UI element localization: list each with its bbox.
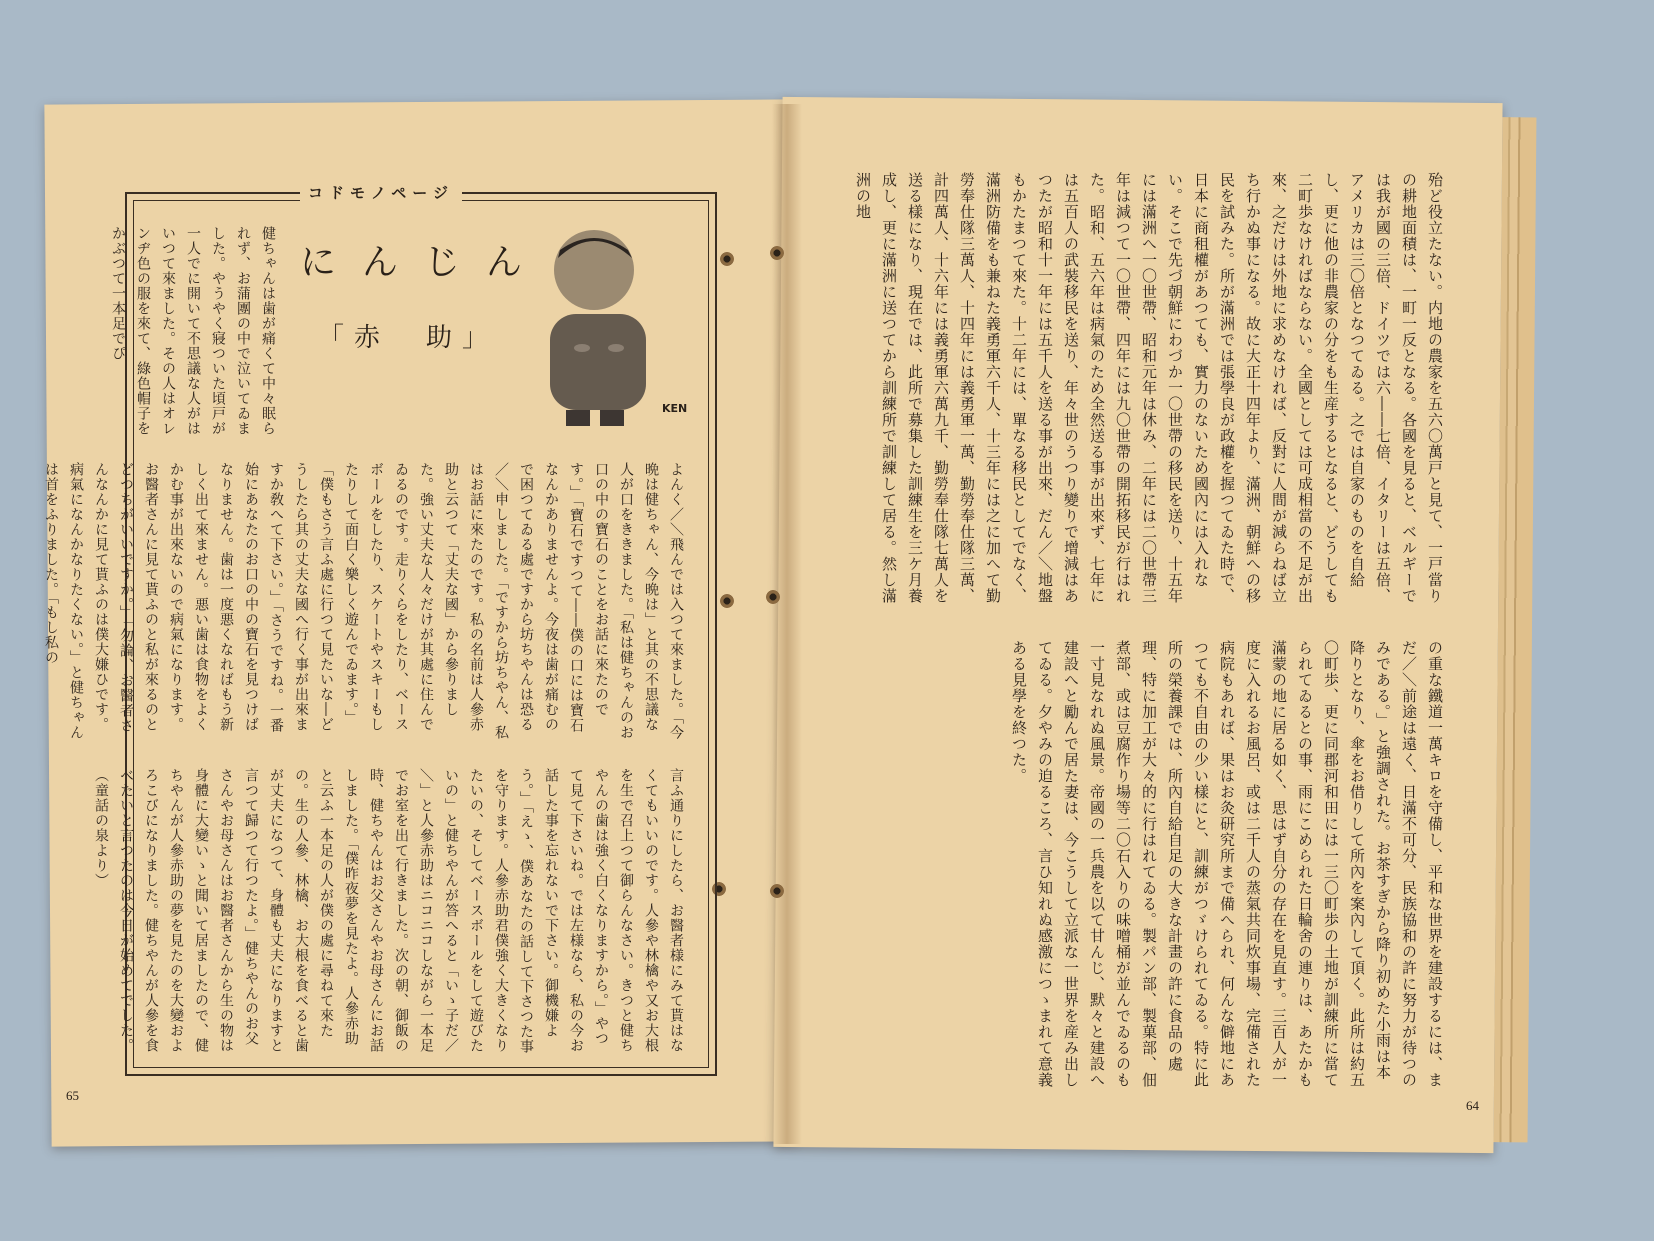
story-column-1: 健ちゃんは歯が痛くて中々眠られず、お蒲團の中で泣いてゐました。やうやく寢ついた頃戸が一人でに開いて不思議な人がはいつて來ました。その人はオレンヂ色の服を來て、綠色帽子をかぶつて一本足でぴ [110,226,276,436]
page-number-right: 64 [1466,1098,1479,1113]
section-header: コドモノページ [300,182,462,203]
binding-hole [770,246,784,260]
article-upper-block: 殆ど役立たない。内地の農家を五六〇萬戸と見て、一戸當りの耕地面積は、一町一反となる。各國を見ると、ベルギーでは我が國の三倍、ドイツでは六――七倍、イタリーは五倍、アメリカは三〇倍となつてゐる。之では自家のものを自給し、更に他の非農家の分をも生産するとなると、どうしても二町歩なければならない。全國としては可成相當の不足が出來、之だけは外地に求めなければ、反對に人間が減らねば立ち行かぬ事になる。故に大正十四年より、滿洲、朝鮮への移民を試みた。所が滿洲では張學良が政權を握つてゐた時で、日本に商租權があつても、實力のないため國內には入れない。そこで先づ朝鮮にわづか一〇世帶の移民を送り、十五年には滿洲へ一〇世帶、昭和元年は休み、二年には二〇世帶三年は減つて一〇世帶、四年には九〇世帶の開拓移民が行はれた。昭和、五六年は病氣のため全然送る事が出來ず、七年には五百人の武裝移民を送り、年々世のうつり變りで增減はあつたが昭和十一年には五千人を送る事が出來、だん／＼地盤もかたまつて來た。十二年には、單なる移民としてでなく、滿洲防備をも兼ねた義勇軍六千人、十三年には之に加へて勤勞奉仕隊三萬人、十四年には義勇軍一萬、勤勞奉仕隊三萬、計四萬人、十六年には義勇軍六萬九千、勤勞奉仕隊七萬人を送る樣になり、現在では、此所で募集した訓練生を三ケ月養成し、更に滿洲に送つてから訓練所で訓練して居る。然し滿洲の地 [854,172,1444,604]
page-number-left: 65 [66,1088,79,1103]
article-lower-block: の重な鐵道一萬キロを守備し、平和な世界を建設するには、まだ／＼前途は遠く、日滿不可分、民族協和の許に努力が待つのみである。」と強調された。お茶すぎから降り初めた小雨は本降りとなり、傘をお借りして所內を案內して頂く。此所は約五〇町歩、更に同郡河和田には一三〇町歩の土地が訓練所に當てられてゐるとの事、雨にこめられた日輪舍の連りは、あたかも滿蒙の地に居る如く、思はず自分の存在を見直す。三百人が一度に入れるお風呂、或は二千人の蒸氣共同炊事場、完備された病院もあれば、果はお灸研究所まで備へられ、何んな僻地にあつても不自由の少い樣にと、訓練がつゞけられてゐる。特に此所の榮養課では、所內自給自足の大きな計畫の許に食品の處理、特に加工が大々的に行はれてゐる。製パン部、製菓部、佃煮部、或は豆腐作り場等二〇石入りの味噌桶が並んでゐるのも一寸見なれぬ風景。帝國の一兵農を以て甘んじ、默々と建設へ建設へと勵んで居た妻は、今こうして立派な一世界を産み出してゐる。夕やみの迫るころ、言ひ知れぬ感激につゝまれて意義ある見學を終つた。 [1010,640,1444,1088]
binding-hole [766,590,780,604]
story-column-2: よんく／＼飛んでは入つて來ました。「今晩は健ちゃん、今晩は」と其の不思議な人が口をききました。「私は健ちゃんのお口の中の寶石のことをお話に來たのです。」「寶石ですつて――僕の口には寶石なんかありませんよ。今夜は歯が痛むので困つてゐる處ですから坊ちやんは恐る／＼申しました。「ですから坊ちやん、私はお話に來たのです。私の名前は人參赤助と云つて「丈夫な國」から參りました。強い丈夫な人々だけが其處に住んでゐるのです。走りくらをしたり、ベースボールをしたり、スケートやスキーもしたりして面白く樂しく遊んでゐます。」「僕もさう言ふ處に行つて見たいな―どうしたら其の丈夫な國へ行く事が出來ますか敎へて下さい。」「さうですね。一番始にあなたのお口の中の寶石を見つけばなりません。歯は一度悪くなればもう新しく出て來ません。悪い歯は食物をよくかむ事が出來ないので病氣になります。お醫者さんに見て貰ふのと私が來るのとどつちがいいですか。」「勿論、お醫者さんなんかに見て貰ふのは僕大嫌ひです。病氣になんかなりたくない。」と健ちゃんは首をふりました。「もし私の [43,462,684,740]
illustrator-signature: KEN [662,402,688,415]
story-subtitle: 「赤 助」 [318,323,499,353]
boy-illustration [536,228,664,434]
story-column-3: 言ふ通りにしたら、お醫者様にみて貰はなくてもいいのです。人參や林檎や又お大根を生で召上つて御らんなさい。きつと健ちやんの歯は強く白くなりますから。」やつて見て下さいね。では左様なら、私の今お話した事を忘れないで下さい。御機嫌よう。」「えゝ、僕あなたの話して下さつた事を守ります。人參赤助君僕強く大きくなりたいの、そしてベースボールをして遊びたいの」と健ちやんが答へると「いゝ子だ／＼」と人參赤助はニコニコしながら一本足でお室を出て行きました。次の朝、御飯の時、健ちやんはお父さんやお母さんにお話しました。「僕昨夜夢を見たよ。人參赤助と云ふ一本足の人が僕の處に尋ねて來たの。生の人參、林檎、お大根を食べると歯が丈夫になつて、身體も丈夫になりますと言つて歸つて行つたよ。」健ちやんのお父さんやお母さんはお醫者さんから生の物は身體に大變いゝと聞いて居ましたので、健ちやんが人參赤助の夢を見たのを大變およろこびになりました。健ちやんが人參を食べたいと言つたのは今日が始めてでした。（童話の泉より） [93,768,684,1054]
binding-hole [720,594,734,608]
binding-hole [770,884,784,898]
binding-hole [720,252,734,266]
story-title: にんじん [300,242,549,283]
book-gutter [772,104,802,1144]
